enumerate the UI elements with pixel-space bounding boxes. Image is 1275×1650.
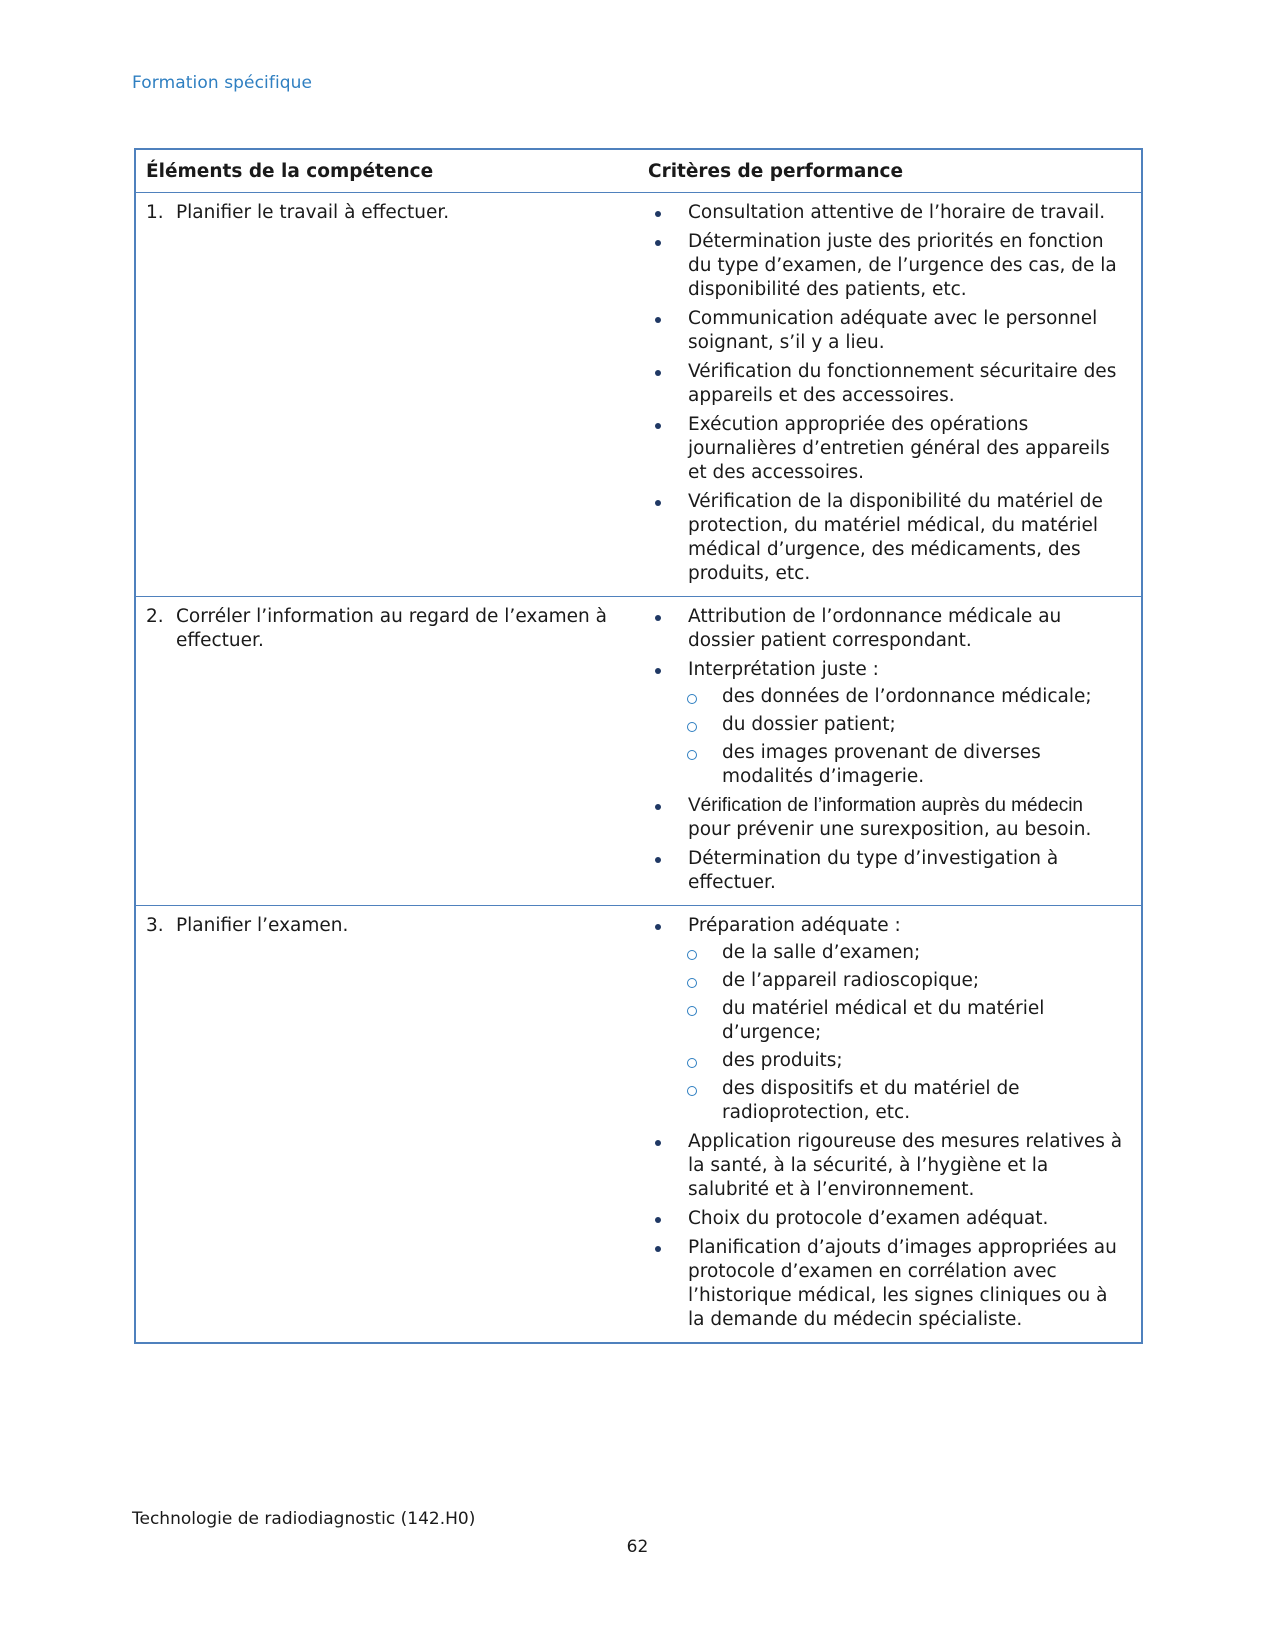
column-header-criteria: Critères de performance — [638, 150, 1141, 193]
table-row — [136, 906, 1141, 1343]
criterion-item: Attribution de l’ordonnance médicale au dossier patient correspondant. — [648, 605, 1129, 653]
competency-table — [134, 148, 1143, 1344]
sub-criterion-item: du matériel médical et du matériel d’urgence; — [682, 997, 1129, 1045]
element-cell — [136, 597, 638, 906]
sub-criterion-item: de l’appareil radioscopique; — [682, 969, 1129, 993]
sub-criterion-item: des images provenant de diverses modalités d’imagerie. — [682, 741, 1129, 789]
criterion-text-part: pour prévenir une surexposition, au besoin. — [688, 819, 1092, 840]
element-number: 3. — [146, 915, 164, 936]
criteria-cell — [638, 597, 1141, 906]
criterion-item: Vérification du fonctionnement sécuritaire des appareils et des accessoires. — [648, 360, 1129, 408]
element-text: Corréler l’information au regard de l’examen à effectuer. — [176, 606, 608, 651]
table-row — [136, 193, 1141, 597]
element-number: 1. — [146, 202, 164, 223]
criterion-item — [648, 658, 1129, 789]
element-cell — [136, 193, 638, 597]
criterion-text: Préparation adéquate : — [688, 915, 901, 936]
element-text: Planifier le travail à effectuer. — [176, 202, 450, 223]
criterion-text-part: Vérification de l’information auprès du médecin — [688, 795, 1083, 816]
sub-criterion-item: des produits; — [682, 1049, 1129, 1073]
element-number: 2. — [146, 606, 164, 627]
criteria-cell — [638, 906, 1141, 1343]
sub-criteria-list — [682, 685, 1129, 789]
criterion-item: Consultation attentive de l’horaire de travail. — [648, 201, 1129, 225]
criterion-item — [648, 914, 1129, 1125]
page-number: 62 — [626, 1537, 649, 1557]
criteria-list — [648, 201, 1129, 586]
table-row — [136, 597, 1141, 906]
table-header-row — [136, 150, 1141, 193]
criterion-item: Application rigoureuse des mesures relatives à la santé, à la sécurité, à l’hygiène et la salubrité et à l’environnement. — [648, 1130, 1129, 1202]
footer-program: Technologie de radiodiagnostic (142.H0) — [132, 1509, 476, 1529]
criterion-item: Planification d’ajouts d’images appropriées au protocole d’examen en corrélation avec l’historique médical, les signes cliniques ou à la demande du médecin spécialiste. — [648, 1236, 1129, 1332]
criteria-cell — [638, 193, 1141, 597]
criterion-item: Vérification de la disponibilité du matériel de protection, du matériel médical, du matériel médical d’urgence, des médicaments, des produits, etc. — [648, 490, 1129, 586]
criteria-list — [648, 605, 1129, 895]
sub-criterion-item: des données de l’ordonnance médicale; — [682, 685, 1129, 709]
running-header: Formation spécifique — [132, 73, 313, 93]
criterion-item: Détermination du type d’investigation à effectuer. — [648, 847, 1129, 895]
criterion-item: Communication adéquate avec le personnel soignant, s’il y a lieu. — [648, 307, 1129, 355]
criterion-item: Choix du protocole d’examen adéquat. — [648, 1207, 1129, 1231]
sub-criteria-list — [682, 941, 1129, 1125]
sub-criterion-item: de la salle d’examen; — [682, 941, 1129, 965]
criterion-item: Détermination juste des priorités en fonction du type d’examen, de l’urgence des cas, de la disponibilité des patients, etc. — [648, 230, 1129, 302]
criterion-text: Interprétation juste : — [688, 659, 879, 680]
criterion-item — [648, 794, 1129, 842]
element-text: Planifier l’examen. — [176, 915, 349, 936]
element-cell — [136, 906, 638, 1343]
criterion-item: Exécution appropriée des opérations journalières d’entretien général des appareils et des accessoires. — [648, 413, 1129, 485]
criteria-list — [648, 914, 1129, 1332]
column-header-elements: Éléments de la compétence — [136, 150, 638, 193]
sub-criterion-item: des dispositifs et du matériel de radioprotection, etc. — [682, 1077, 1129, 1125]
sub-criterion-item: du dossier patient; — [682, 713, 1129, 737]
